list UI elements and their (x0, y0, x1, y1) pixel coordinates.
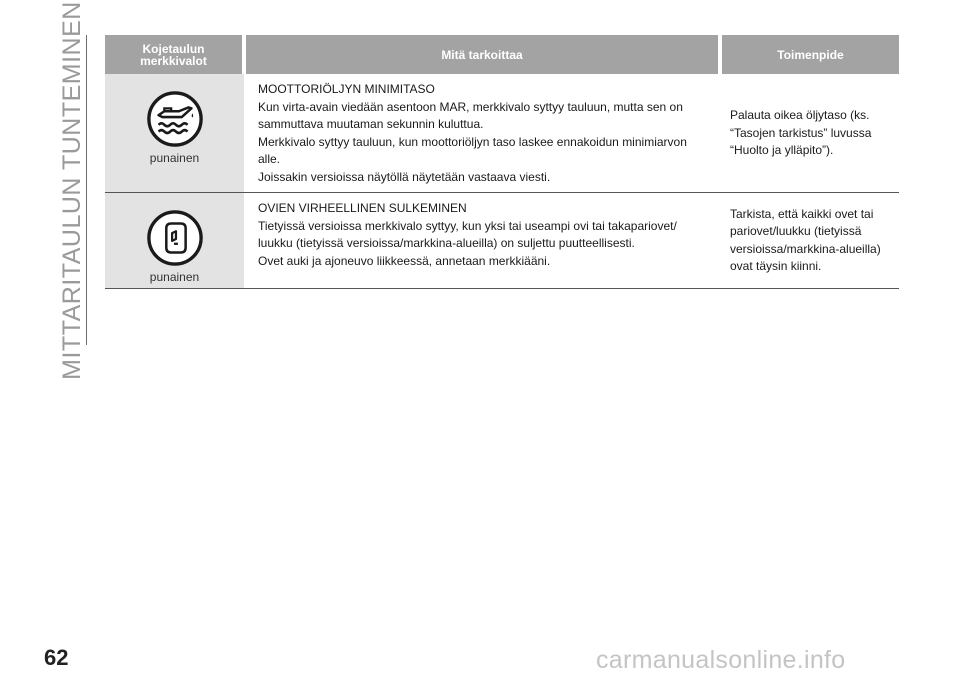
header-warning-lights-line2: merkkivalot (140, 53, 207, 68)
warning-lights-table (105, 35, 899, 289)
oil-can-icon (146, 90, 204, 148)
table-row (105, 193, 899, 289)
side-divider (86, 35, 87, 345)
door-open-icon (146, 209, 204, 267)
side-section-title-text: MITTARITAULUN TUNTEMINEN (57, 0, 86, 380)
meaning-cell (244, 74, 720, 193)
meaning-text: Tietyissä versioissa merkkivalo syttyy, kun yksi tai useampi ovi tai takapariovet/ luukku (tietyissä versioissa/markkina-alueilla) on suljettu puutteellisesti. (258, 218, 677, 250)
action-cell: Tarkista, että kaikki ovet tai pariovet/luukku (tietyissä versioissa/markkina-alueilla) ovat täysin kiinni. (720, 193, 899, 289)
meaning-title: OVIEN VIRHEELLINEN SULKEMINEN (258, 201, 467, 215)
meaning-text: Ovet auki ja ajoneuvo liikkeessä, annetaan merkkiääni. (258, 253, 551, 268)
warning-light-cell (105, 74, 244, 193)
table-header-row (105, 35, 899, 74)
table-row (105, 74, 899, 193)
warning-light-cell (105, 193, 244, 289)
meaning-title: MOOTTORIÖLJYN MINIMITASO (258, 82, 435, 96)
header-action: Toimenpide (720, 35, 899, 74)
action-cell: Palauta oikea öljytaso (ks. “Tasojen tarkistus” luvussa “Huolto ja ylläpito”). (720, 74, 899, 193)
warning-light-color: punainen (149, 270, 200, 284)
page-number: 62 (44, 645, 69, 670)
header-meaning: Mitä tarkoittaa (244, 35, 720, 74)
header-warning-lights (105, 35, 244, 74)
warning-light-color: punainen (149, 151, 200, 165)
meaning-cell (244, 193, 720, 289)
meaning-text: Merkkivalo syttyy tauluun, kun moottoriöljyn taso laskee ennakoidun minimiarvon alle. (258, 134, 687, 166)
meaning-text: Joissakin versioissa näytöllä näytetään vastaava viesti. (258, 169, 551, 184)
watermark: carmanualsonline.info (596, 646, 846, 674)
meaning-text: Kun virta-avain viedään asentoon MAR, merkkivalo syttyy tauluun, mutta sen on sammuttava muutaman sekunnin kuluttua. (258, 99, 683, 131)
header-warning-lights-line1: Kojetaulun (142, 41, 205, 56)
